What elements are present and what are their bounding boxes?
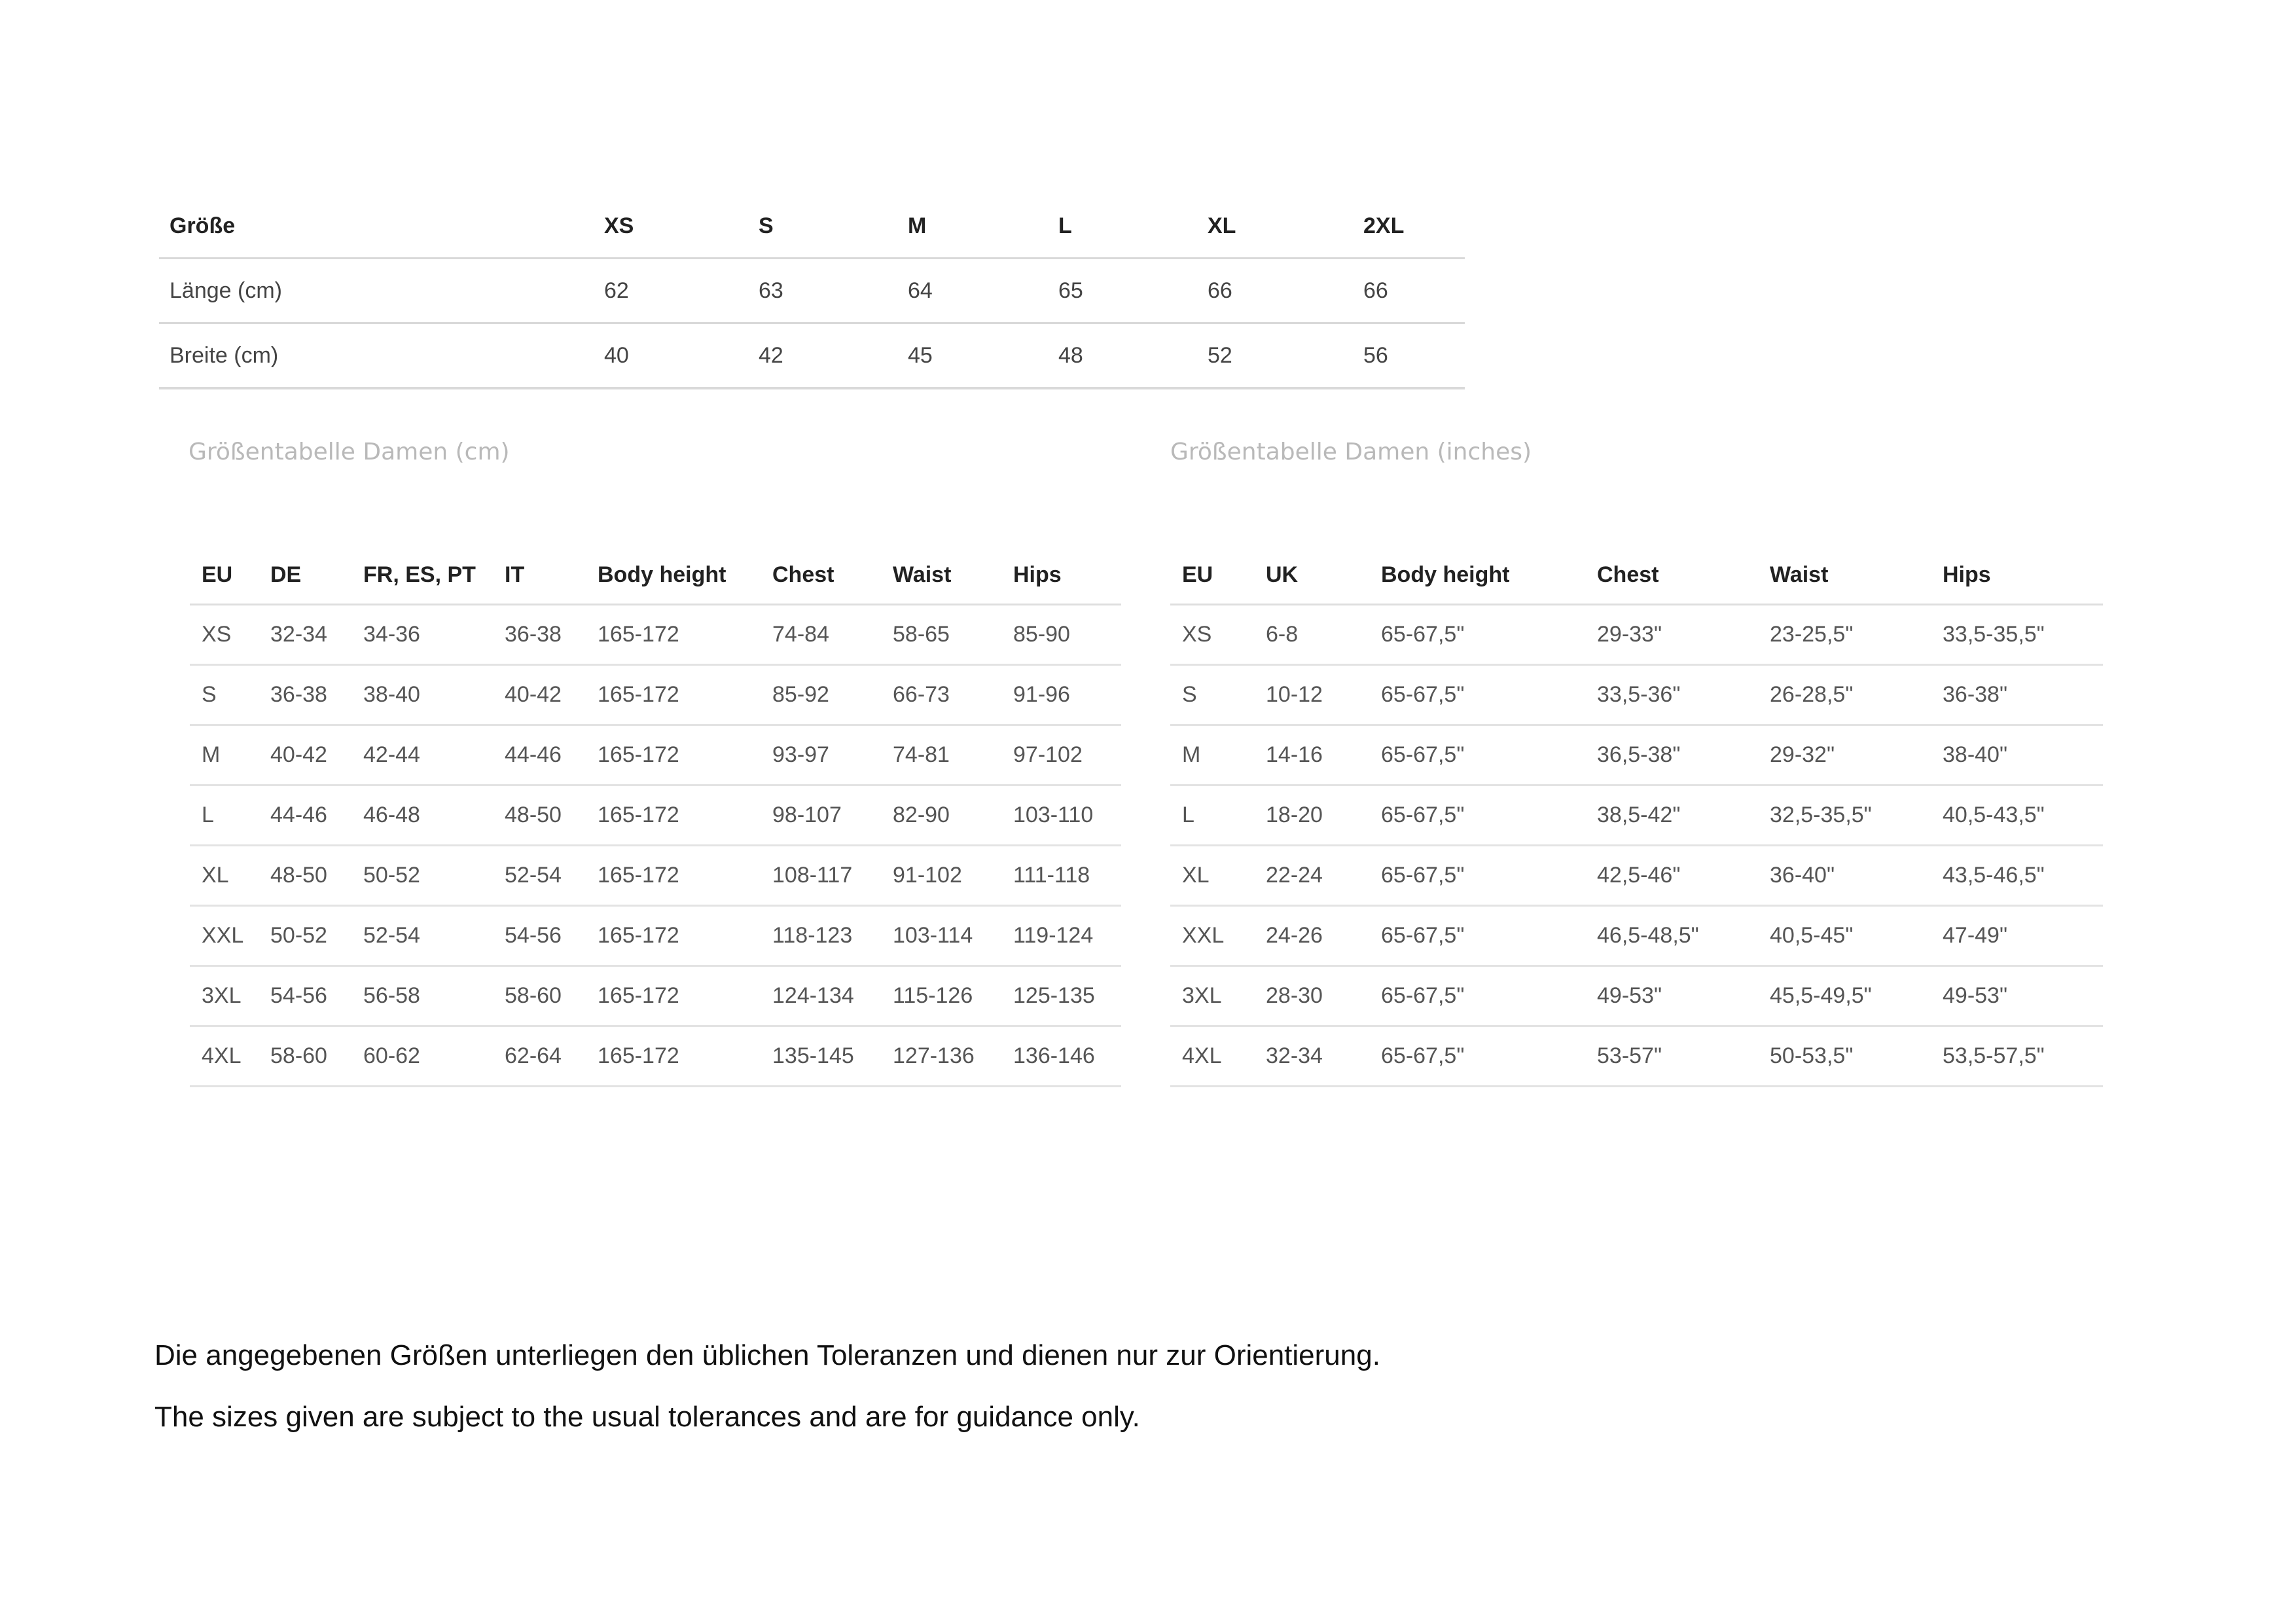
table-row xyxy=(190,725,1121,785)
table-cell: 23-25,5" xyxy=(1758,605,1931,665)
table-row xyxy=(190,665,1121,725)
header-cell: L xyxy=(1048,194,1197,259)
table-cell: 52-54 xyxy=(351,906,493,966)
table-cell: 47-49" xyxy=(1931,906,2103,966)
table-cell: XS xyxy=(1170,605,1254,665)
table-cell: 53-57" xyxy=(1585,1026,1758,1087)
table-cell: 48-50 xyxy=(259,846,351,906)
table-cell: 165-172 xyxy=(586,1026,761,1087)
table-cell: 56-58 xyxy=(351,966,493,1026)
table-cell: L xyxy=(1170,785,1254,846)
table-cell: 91-102 xyxy=(881,846,1001,906)
header-cell: XL xyxy=(1197,194,1353,259)
table-cell: 103-110 xyxy=(1001,785,1121,846)
table-row xyxy=(190,846,1121,906)
table-cell: 14-16 xyxy=(1254,725,1369,785)
header-cell: Chest xyxy=(761,546,881,605)
table-cell: 34-36 xyxy=(351,605,493,665)
table-cell: XXL xyxy=(190,906,259,966)
table-cell: S xyxy=(1170,665,1254,725)
table-cell: 48-50 xyxy=(493,785,586,846)
table-cell: 49-53" xyxy=(1931,966,2103,1026)
table-cell: 65-67,5" xyxy=(1369,725,1585,785)
table-cell: 32,5-35,5" xyxy=(1758,785,1931,846)
cm-size-table xyxy=(190,546,1121,1087)
table-cell: 42-44 xyxy=(351,725,493,785)
table-cell: 24-26 xyxy=(1254,906,1369,966)
tolerance-note-english: The sizes given are subject to the usual tolerances and are for guidance only. xyxy=(154,1401,1140,1433)
table-cell: 3XL xyxy=(1170,966,1254,1026)
header-cell: FR, ES, PT xyxy=(351,546,493,605)
table-cell: 38-40 xyxy=(351,665,493,725)
table-row xyxy=(1170,605,2103,665)
table-cell: 40 xyxy=(594,323,748,389)
table-row xyxy=(190,785,1121,846)
header-cell: Waist xyxy=(1758,546,1931,605)
table-cell: L xyxy=(190,785,259,846)
table-cell: 65-67,5" xyxy=(1369,665,1585,725)
header-cell: EU xyxy=(1170,546,1254,605)
table-cell: 26-28,5" xyxy=(1758,665,1931,725)
table-row xyxy=(1170,1026,2103,1087)
table-cell: 50-53,5" xyxy=(1758,1026,1931,1087)
table-row xyxy=(1170,665,2103,725)
table-row xyxy=(159,323,1465,389)
table-cell: 56 xyxy=(1353,323,1465,389)
table-cell: 18-20 xyxy=(1254,785,1369,846)
header-cell: DE xyxy=(259,546,351,605)
table-cell: 29-32" xyxy=(1758,725,1931,785)
table-cell: 165-172 xyxy=(586,725,761,785)
header-cell: UK xyxy=(1254,546,1369,605)
table-cell: 91-96 xyxy=(1001,665,1121,725)
table-cell: 33,5-36" xyxy=(1585,665,1758,725)
table-cell: 50-52 xyxy=(351,846,493,906)
table-cell: 10-12 xyxy=(1254,665,1369,725)
table-cell: 125-135 xyxy=(1001,966,1121,1026)
table-cell: 38,5-42" xyxy=(1585,785,1758,846)
table-cell: 33,5-35,5" xyxy=(1931,605,2103,665)
header-cell: IT xyxy=(493,546,586,605)
table-cell: 3XL xyxy=(190,966,259,1026)
table-cell: 53,5-57,5" xyxy=(1931,1026,2103,1087)
table-cell: 42 xyxy=(748,323,897,389)
table-cell: 40-42 xyxy=(259,725,351,785)
table-cell: M xyxy=(190,725,259,785)
table-cell: 66 xyxy=(1353,259,1465,323)
table-cell: 54-56 xyxy=(259,966,351,1026)
table-cell: 85-92 xyxy=(761,665,881,725)
table-cell: 65-67,5" xyxy=(1369,966,1585,1026)
table-cell: 60-62 xyxy=(351,1026,493,1087)
table-cell: 29-33" xyxy=(1585,605,1758,665)
table-cell: 165-172 xyxy=(586,846,761,906)
table-cell: 32-34 xyxy=(1254,1026,1369,1087)
table-cell: 6-8 xyxy=(1254,605,1369,665)
table-cell: 165-172 xyxy=(586,906,761,966)
table-cell: 58-60 xyxy=(259,1026,351,1087)
table-cell: 50-52 xyxy=(259,906,351,966)
table-cell: 4XL xyxy=(190,1026,259,1087)
table-cell: 115-126 xyxy=(881,966,1001,1026)
table-cell: 36-38 xyxy=(259,665,351,725)
table-cell: 48 xyxy=(1048,323,1197,389)
table-cell: 135-145 xyxy=(761,1026,881,1087)
header-cell: EU xyxy=(190,546,259,605)
table-cell: 65-67,5" xyxy=(1369,846,1585,906)
table-cell: 40,5-45" xyxy=(1758,906,1931,966)
table-cell: 22-24 xyxy=(1254,846,1369,906)
header-cell: Hips xyxy=(1931,546,2103,605)
table-cell: 82-90 xyxy=(881,785,1001,846)
header-cell: S xyxy=(748,194,897,259)
table-cell: 44-46 xyxy=(493,725,586,785)
header-cell: Größe xyxy=(159,194,594,259)
header-cell: Waist xyxy=(881,546,1001,605)
table-cell: 98-107 xyxy=(761,785,881,846)
table-cell: 165-172 xyxy=(586,785,761,846)
table-row xyxy=(1170,906,2103,966)
header-cell: Body height xyxy=(1369,546,1585,605)
table-cell: 28-30 xyxy=(1254,966,1369,1026)
table-cell: 66 xyxy=(1197,259,1353,323)
table-cell: XS xyxy=(190,605,259,665)
table-cell: 103-114 xyxy=(881,906,1001,966)
table-cell: 52-54 xyxy=(493,846,586,906)
header-cell: XS xyxy=(594,194,748,259)
table-cell: 124-134 xyxy=(761,966,881,1026)
header-cell: Hips xyxy=(1001,546,1121,605)
table-cell: 127-136 xyxy=(881,1026,1001,1087)
table-cell: 165-172 xyxy=(586,966,761,1026)
table-cell: 85-90 xyxy=(1001,605,1121,665)
table-cell: 49-53" xyxy=(1585,966,1758,1026)
table-cell: 36-40" xyxy=(1758,846,1931,906)
table-cell: 65 xyxy=(1048,259,1197,323)
table-cell: 38-40" xyxy=(1931,725,2103,785)
table-header-row xyxy=(190,546,1121,605)
table-row xyxy=(190,966,1121,1026)
table-cell: 54-56 xyxy=(493,906,586,966)
table-row xyxy=(1170,966,2103,1026)
table-cell: XXL xyxy=(1170,906,1254,966)
table-cell: 4XL xyxy=(1170,1026,1254,1087)
table-cell: 165-172 xyxy=(586,665,761,725)
header-cell: 2XL xyxy=(1353,194,1465,259)
table-cell: 66-73 xyxy=(881,665,1001,725)
table-cell: M xyxy=(1170,725,1254,785)
inch-table-caption: Größentabelle Damen (inches) xyxy=(1170,439,1532,465)
measure-table xyxy=(159,194,1465,389)
cm-table-caption: Größentabelle Damen (cm) xyxy=(188,439,510,465)
table-cell: 74-84 xyxy=(761,605,881,665)
table-cell: 44-46 xyxy=(259,785,351,846)
table-cell: 165-172 xyxy=(586,605,761,665)
table-row xyxy=(190,906,1121,966)
table-cell: 119-124 xyxy=(1001,906,1121,966)
table-cell: 46,5-48,5" xyxy=(1585,906,1758,966)
table-cell: 136-146 xyxy=(1001,1026,1121,1087)
table-cell: 58-60 xyxy=(493,966,586,1026)
header-cell: M xyxy=(897,194,1048,259)
table-cell: 36-38" xyxy=(1931,665,2103,725)
inch-size-table xyxy=(1170,546,2103,1087)
table-cell: 118-123 xyxy=(761,906,881,966)
table-row xyxy=(1170,846,2103,906)
table-cell: 97-102 xyxy=(1001,725,1121,785)
table-cell: 108-117 xyxy=(761,846,881,906)
table-cell: S xyxy=(190,665,259,725)
table-cell: 63 xyxy=(748,259,897,323)
header-cell: Body height xyxy=(586,546,761,605)
table-cell: 65-67,5" xyxy=(1369,785,1585,846)
table-row xyxy=(190,605,1121,665)
table-cell: 43,5-46,5" xyxy=(1931,846,2103,906)
table-cell: 62 xyxy=(594,259,748,323)
table-row xyxy=(1170,725,2103,785)
table-header-row xyxy=(159,194,1465,259)
table-cell: 65-67,5" xyxy=(1369,605,1585,665)
table-row xyxy=(190,1026,1121,1087)
table-cell: 65-67,5" xyxy=(1369,1026,1585,1087)
table-cell: XL xyxy=(1170,846,1254,906)
table-cell: XL xyxy=(190,846,259,906)
table-cell: Länge (cm) xyxy=(159,259,594,323)
table-cell: 65-67,5" xyxy=(1369,906,1585,966)
table-cell: 42,5-46" xyxy=(1585,846,1758,906)
table-cell: 40-42 xyxy=(493,665,586,725)
header-cell: Chest xyxy=(1585,546,1758,605)
table-cell: 64 xyxy=(897,259,1048,323)
table-cell: 45,5-49,5" xyxy=(1758,966,1931,1026)
table-cell: 52 xyxy=(1197,323,1353,389)
table-cell: 40,5-43,5" xyxy=(1931,785,2103,846)
table-cell: Breite (cm) xyxy=(159,323,594,389)
table-cell: 111-118 xyxy=(1001,846,1121,906)
table-cell: 45 xyxy=(897,323,1048,389)
table-cell: 93-97 xyxy=(761,725,881,785)
table-cell: 36-38 xyxy=(493,605,586,665)
table-cell: 58-65 xyxy=(881,605,1001,665)
table-cell: 46-48 xyxy=(351,785,493,846)
table-row xyxy=(1170,785,2103,846)
table-header-row xyxy=(1170,546,2103,605)
table-cell: 62-64 xyxy=(493,1026,586,1087)
tolerance-note-german: Die angegebenen Größen unterliegen den üblichen Toleranzen und dienen nur zur Orientierung. xyxy=(154,1339,1380,1371)
table-cell: 36,5-38" xyxy=(1585,725,1758,785)
table-row xyxy=(159,259,1465,323)
table-cell: 74-81 xyxy=(881,725,1001,785)
table-cell: 32-34 xyxy=(259,605,351,665)
